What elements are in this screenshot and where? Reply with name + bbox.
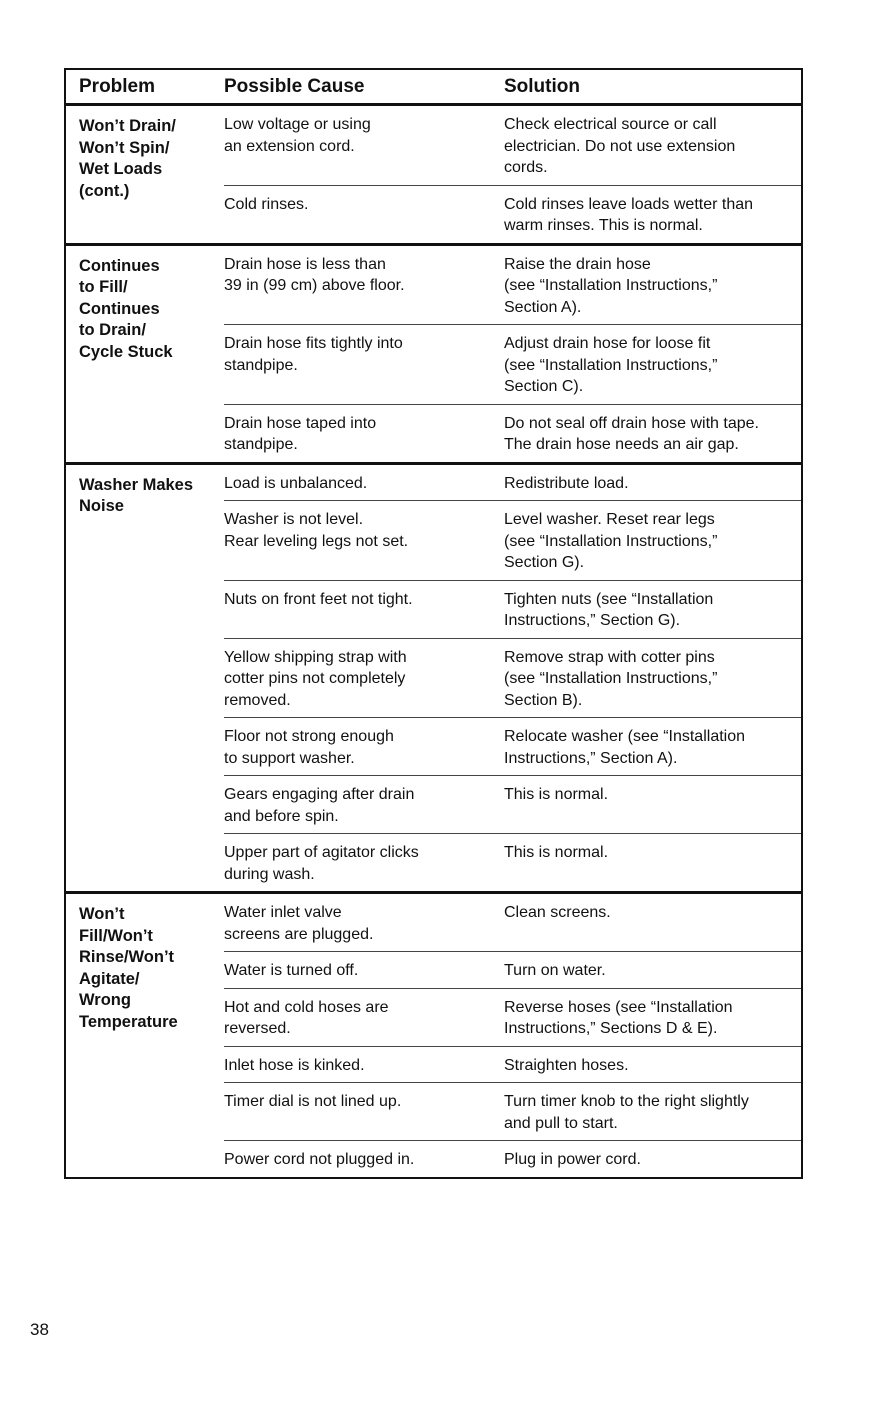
cause-cell: Inlet hose is kinked. xyxy=(224,1056,365,1074)
solution-cell: Cold rinses leave loads wetter than warm rinses. This is normal. xyxy=(504,195,754,234)
solution-cell: Level washer. Reset rear legs (see “Installation Instructions,” Section G). xyxy=(504,511,718,571)
cause-cell: Drain hose is less than 39 in (99 cm) above floor. xyxy=(224,255,405,294)
solution-cell: Clean screens. xyxy=(504,904,611,921)
cause-cell: Nuts on front feet not tight. xyxy=(224,590,413,608)
solution-cell: Check electrical source or call electrician. Do not use extension cords. xyxy=(504,116,736,176)
solution-cell: This is normal. xyxy=(504,844,609,861)
problem-label: Continues to Fill/ Continues to Drain/ Cycle Stuck xyxy=(79,256,173,361)
table-row xyxy=(224,465,801,501)
table-row xyxy=(224,404,801,462)
table-row xyxy=(224,1140,801,1177)
solution-cell: Redistribute load. xyxy=(504,474,629,492)
table-row xyxy=(224,988,801,1046)
solution-cell: This is normal. xyxy=(504,786,609,803)
table-row xyxy=(224,833,801,891)
problem-label: Won’t Fill/Won’t Rinse/Won’t Agitate/ Wrong Temperature xyxy=(79,905,178,1031)
table-row xyxy=(224,775,801,833)
cause-cell: Timer dial is not lined up. xyxy=(224,1093,402,1110)
solution-cell: Remove strap with cotter pins (see “Installation Instructions,” Section B). xyxy=(504,648,718,709)
cause-cell: Gears engaging after drain and before spin. xyxy=(224,786,415,825)
cause-cell: Yellow shipping strap with cotter pins not completely removed. xyxy=(224,648,407,709)
table-row xyxy=(224,324,801,404)
header-possible-cause: Possible Cause xyxy=(224,75,365,97)
table-row xyxy=(224,1046,801,1083)
problem-label: Washer Makes Noise xyxy=(79,475,194,515)
solution-cell: Straighten hoses. xyxy=(504,1056,629,1074)
section-wont-fill xyxy=(66,894,801,1177)
cause-cell: Drain hose taped into standpipe. xyxy=(224,414,377,453)
cause-cell: Water is turned off. xyxy=(224,962,359,979)
solution-cell: Tighten nuts (see “Installation Instructions,” Section G). xyxy=(504,590,714,629)
solution-cell: Reverse hoses (see “Installation Instructions,” Sections D & E). xyxy=(504,998,733,1037)
cause-cell: Hot and cold hoses are reversed. xyxy=(224,998,389,1037)
table-row xyxy=(224,500,801,580)
cause-cell: Power cord not plugged in. xyxy=(224,1151,415,1168)
table-row xyxy=(224,717,801,775)
header-problem: Problem xyxy=(79,75,156,97)
solution-cell: Plug in power cord. xyxy=(504,1151,641,1168)
solution-cell: Relocate washer (see “Installation Instructions,” Section A). xyxy=(504,728,746,767)
table-row xyxy=(224,951,801,988)
problem-label: Won’t Drain/ Won’t Spin/ Wet Loads (cont.) xyxy=(79,117,176,200)
header-solution: Solution xyxy=(504,75,580,97)
cause-cell: Load is unbalanced. xyxy=(224,474,368,492)
solution-cell: Raise the drain hose (see “Installation Instructions,” Section A). xyxy=(504,255,718,316)
cause-cell: Washer is not level. Rear leveling legs not set. xyxy=(224,511,409,550)
table-row xyxy=(224,185,801,243)
section-washer-makes-noise xyxy=(66,465,801,895)
table-row xyxy=(224,106,801,185)
table-header xyxy=(66,70,801,106)
solution-cell: Turn timer knob to the right slightly and pull to start. xyxy=(504,1093,749,1132)
table-row xyxy=(224,580,801,638)
solution-cell: Do not seal off drain hose with tape. The drain hose needs an air gap. xyxy=(504,414,759,453)
table-row xyxy=(224,246,801,325)
cause-cell: Drain hose fits tightly into standpipe. xyxy=(224,335,403,374)
cause-cell: Cold rinses. xyxy=(224,195,309,213)
cause-cell: Upper part of agitator clicks during wash. xyxy=(224,844,419,883)
table-row xyxy=(224,1082,801,1140)
cause-cell: Low voltage or using an extension cord. xyxy=(224,116,371,155)
section-wont-drain xyxy=(66,106,801,246)
solution-cell: Turn on water. xyxy=(504,962,606,979)
troubleshooting-table xyxy=(64,68,803,1179)
table-row xyxy=(224,894,801,951)
solution-cell: Adjust drain hose for loose fit (see “Installation Instructions,” Section C). xyxy=(504,335,718,395)
table-row xyxy=(224,638,801,718)
section-continues-to-fill xyxy=(66,246,801,465)
page-number: 38 xyxy=(30,1320,49,1339)
cause-cell: Floor not strong enough to support washer. xyxy=(224,728,394,767)
cause-cell: Water inlet valve screens are plugged. xyxy=(224,904,374,943)
